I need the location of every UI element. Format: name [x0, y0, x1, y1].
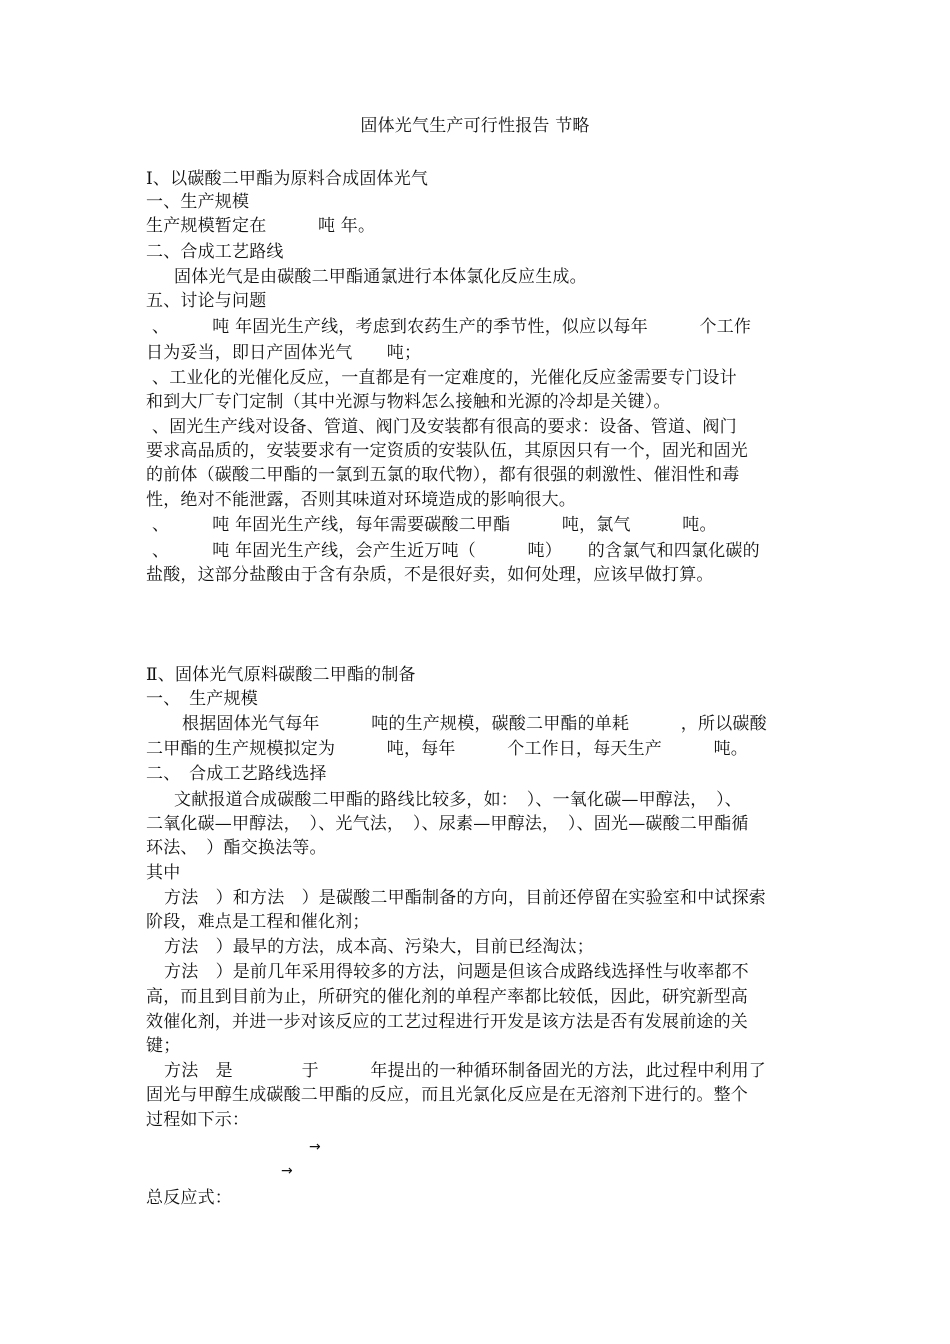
part1-scale-heading: 一、生产规模	[146, 192, 250, 212]
part2-scale-heading: 一、 生产规模	[146, 689, 258, 709]
part2-method-line: 阶段，难点是工程和催化剂；	[146, 912, 370, 932]
part1-scale-text: 生产规模暂定在 吨 年。	[146, 216, 376, 236]
part2-route-line: 文献报道合成碳酸二甲酯的路线比较多，如： ）、一氧化碳—甲醇法， ）、	[174, 790, 742, 810]
part1-route-text: 固体光气是由碳酸二甲酯通氯进行本体氯化反应生成。	[174, 267, 587, 287]
part2-method-line: 过程如下示：	[146, 1110, 250, 1130]
part2-method-line: 方法 ）最早的方法，成本高、污染大，目前已经淘汰；	[164, 937, 594, 957]
total-reaction-label: 总反应式：	[146, 1188, 232, 1208]
part1-item-line: 要求高品质的，安装要求有一定资质的安装队伍，其原因只有一个，固光和固光	[146, 441, 748, 461]
part1-item-line: 的前体（碳酸二甲酯的一氯到五氯的取代物），都有很强的刺激性、催泪性和毒	[146, 465, 740, 485]
reaction-arrow: →	[281, 1163, 293, 1179]
part2-method-line: 固光与甲醇生成碳酸二甲酯的反应，而且光氯化反应是在无溶剂下进行的。整个	[146, 1085, 748, 1105]
part2-method-line: 高，而且到目前为止，所研究的催化剂的单程产率都比较低，因此，研究新型高	[146, 987, 748, 1007]
document-title: 固体光气生产可行性报告 节略	[360, 116, 590, 136]
part2-method-line: 方法 ）是前几年采用得较多的方法，问题是但该合成路线选择性与收率都不	[164, 962, 749, 982]
part2-among: 其中	[146, 863, 181, 883]
part2-method-line: 方法 是 于 年提出的一种循环制备固光的方法，此过程中利用了	[164, 1061, 766, 1081]
part1-item-line: 、固光生产线对设备、管道、阀门及安装都有很高的要求：设备、管道、阀门	[152, 417, 737, 437]
part2-method-line: 方法 ）和方法 ）是碳酸二甲酯制备的方向，目前还停留在实验室和中试探索	[164, 888, 766, 908]
part1-item-line: 、工业化的光催化反应，一直都是有一定难度的，光催化反应釜需要专门设计	[152, 368, 737, 388]
part1-item-line: 、 吨 年固光生产线，每年需要碳酸二甲酯 吨，氯气 吨。	[152, 515, 717, 535]
part1-discuss-heading: 五、讨论与问题	[146, 291, 267, 311]
part2-route-line: 二氧化碳—甲醇法， ）、光气法， ）、尿素—甲醇法， ）、固光—碳酸二甲酯循	[146, 814, 749, 834]
part2-scale-line: 根据固体光气每年 吨的生产规模，碳酸二甲酯的单耗 ，所以碳酸	[182, 714, 767, 734]
part2-route-heading: 二、 合成工艺路线选择	[146, 764, 327, 784]
part2-method-line: 键；	[146, 1036, 181, 1056]
part1-route-heading: 二、合成工艺路线	[146, 242, 284, 262]
part2-method-line: 效催化剂，并进一步对该反应的工艺过程进行开发是该方法是否有发展前途的关	[146, 1012, 748, 1032]
part1-heading: Ⅰ、以碳酸二甲酯为原料合成固体光气	[146, 169, 429, 189]
part1-item-line: 盐酸，这部分盐酸由于含有杂质，不是很好卖，如何处理，应该早做打算。	[146, 565, 714, 585]
part2-route-line: 环法、 ）酯交换法等。	[146, 838, 327, 858]
part1-item-line: 和到大厂专门定制（其中光源与物料怎么接触和光源的冷却是关键）。	[146, 392, 671, 412]
reaction-arrow: →	[309, 1139, 321, 1155]
part1-item-line: 性，绝对不能泄露，否则其味道对环境造成的影响很大。	[146, 490, 576, 510]
part1-item-line: 、 吨 年固光生产线，会产生近万吨（ 吨） 的含氯气和四氯化碳的	[152, 541, 760, 561]
part1-item-line: 日为妥当，即日产固体光气 吨；	[146, 343, 422, 363]
part2-scale-line: 二甲酯的生产规模拟定为 吨，每年 个工作日，每天生产 吨。	[146, 739, 748, 759]
part1-item-line: 、 吨 年固光生产线，考虑到农药生产的季节性，似应以每年 个工作	[152, 317, 752, 337]
part2-heading: Ⅱ、固体光气原料碳酸二甲酯的制备	[146, 665, 416, 685]
